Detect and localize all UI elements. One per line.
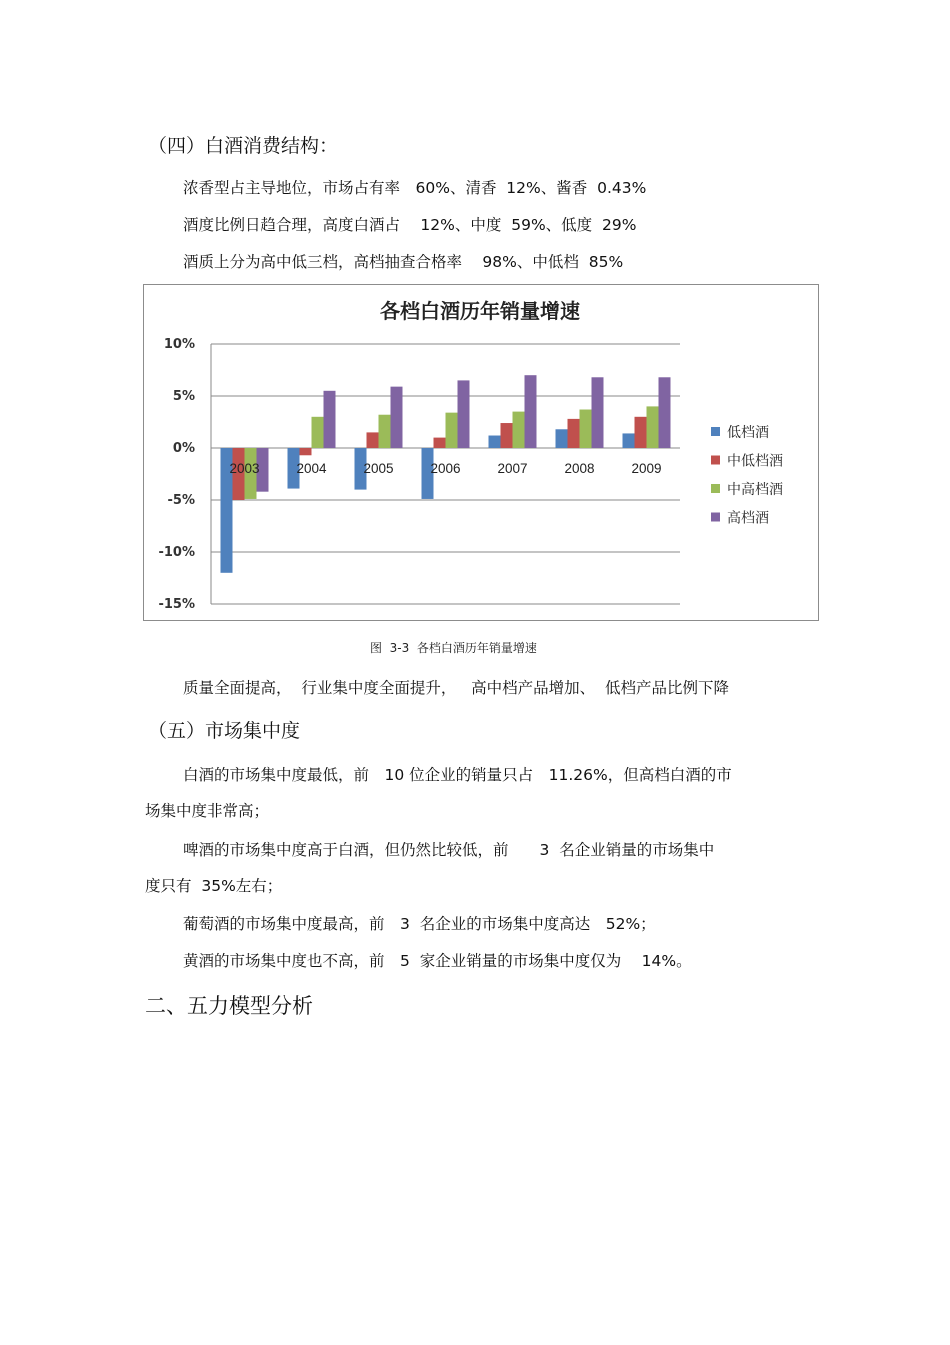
bar-中高档酒-2007	[513, 412, 525, 448]
bar-中高档酒-2005	[379, 415, 391, 448]
consumption-line-3: 酒质上分为高中低三档，高档抽查合格率 98%、中低档 85%	[183, 253, 624, 271]
bar-高档酒-2004	[324, 391, 336, 448]
bar-高档酒-2006	[458, 380, 470, 448]
bar-低档酒-2007	[489, 436, 501, 448]
x-tick-label: 2007	[497, 461, 528, 476]
bar-高档酒-2008	[592, 377, 604, 448]
y-tick-label: 10%	[163, 337, 195, 352]
consumption-line-1: 浓香型占主导地位，市场占有率 60%、清香 12%、酱香 0.43%	[183, 179, 647, 197]
bar-中低档酒-2007	[501, 423, 513, 448]
legend-swatch	[711, 427, 720, 436]
consumption-line-2: 酒度比例日趋合理，高度白酒占 12%、中度 59%、低度 29%	[183, 216, 637, 234]
x-tick-label: 2008	[564, 461, 595, 476]
legend-label: 中高档酒	[727, 482, 783, 498]
legend-label: 高档酒	[727, 510, 769, 527]
x-tick-label: 2003	[229, 461, 260, 476]
bar-中低档酒-2005	[367, 432, 379, 448]
bar-中低档酒-2004	[300, 448, 312, 455]
y-tick-label: -10%	[158, 545, 195, 560]
x-tick-label: 2005	[363, 461, 394, 476]
section4-heading: （四）白酒消费结构：	[148, 135, 339, 157]
paragraph-baijiu-a: 白酒的市场集中度最低，前 10 位企业的销量只占 11.26%，但高档白酒的市	[183, 766, 732, 784]
bar-中高档酒-2009	[647, 406, 659, 448]
bar-高档酒-2009	[659, 377, 671, 448]
section5-heading: （五）市场集中度	[148, 720, 301, 742]
paragraph-huangjiu: 黄酒的市场集中度也不高，前 5 家企业销量的市场集中度仅为 14%。	[183, 952, 692, 970]
y-tick-label: 5%	[172, 389, 195, 404]
bar-高档酒-2005	[391, 387, 403, 448]
bar-低档酒-2008	[556, 429, 568, 448]
paragraph-baijiu-b: 场集中度非常高；	[145, 802, 270, 820]
bar-中高档酒-2004	[312, 417, 324, 448]
section-two-heading: 二、五力模型分析	[145, 994, 313, 1018]
summary-line: 质量全面提高， 行业集中度全面提升， 高中档产品增加、 低档产品比例下降	[183, 679, 729, 697]
sales-growth-chart	[143, 284, 819, 621]
legend-swatch	[711, 484, 720, 493]
chart-canvas	[144, 285, 820, 622]
bar-低档酒-2009	[623, 433, 635, 448]
paragraph-wine: 葡萄酒的市场集中度最高，前 3 名企业的市场集中度高达 52%；	[183, 915, 656, 933]
legend-label: 低档酒	[727, 425, 769, 441]
y-tick-label: -15%	[158, 597, 195, 612]
x-tick-label: 2006	[430, 461, 461, 476]
bar-中高档酒-2008	[580, 410, 592, 448]
legend-label: 中低档酒	[727, 453, 783, 470]
x-tick-label: 2009	[631, 461, 662, 476]
bar-中高档酒-2006	[446, 413, 458, 448]
bar-中低档酒-2009	[635, 417, 647, 448]
paragraph-beer-a: 啤酒的市场集中度高于白酒，但仍然比较低，前 3 名企业销量的市场集中	[183, 841, 715, 859]
y-tick-label: -5%	[167, 493, 195, 508]
legend-swatch	[711, 513, 720, 522]
paragraph-beer-b: 度只有 35%左右；	[145, 877, 283, 895]
bar-中低档酒-2006	[434, 438, 446, 448]
bar-中低档酒-2008	[568, 419, 580, 448]
y-tick-label: 0%	[172, 441, 195, 456]
figure-caption: 图 3-3 各档白酒历年销量增速	[370, 641, 537, 655]
chart-title: 各档白酒历年销量增速	[380, 299, 580, 323]
bar-高档酒-2007	[525, 375, 537, 448]
legend-swatch	[711, 456, 720, 465]
x-tick-label: 2004	[296, 461, 327, 476]
